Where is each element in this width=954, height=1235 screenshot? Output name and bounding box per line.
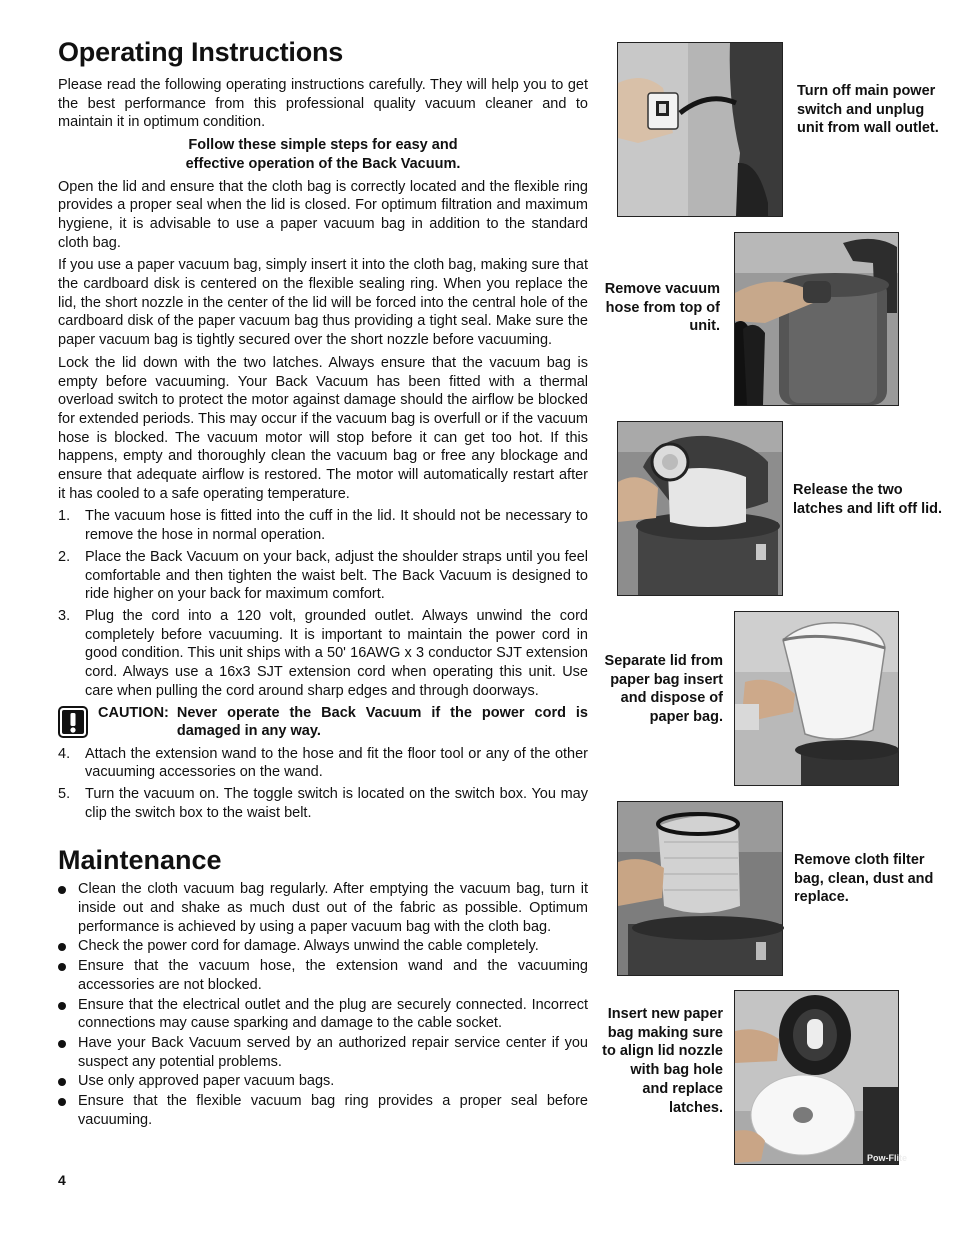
step-item	[58, 607, 588, 701]
caption-release-latches: Release the two latches and lift off lid.	[793, 482, 943, 517]
photo-logo-text: Pow-Flite	[867, 1153, 907, 1163]
latches-paragraph: Lock the lid down with the two latches. Always ensure that the vacuum bag is empty before vacuuming. Your Back Vacuum has been fitted with a thermal overload switch to protect the motor against damage should the airflow be blocked for extended periods. This may occur if the vacuum bag is overfull or if the vacuum hose is blocked. The vacuum motor will stop before it can get too hot. If this happens, empty and thoroughly clean the vacuum bag or free any blockage and ensure that adequate airflow is restored. The motor will automatically restart after it has cooled to a safe operating temperature.	[58, 354, 588, 502]
photo-remove-hose	[734, 232, 899, 406]
maintenance-item: Have your Back Vacuum served by an authorized repair service center if you suspect any potential problems.	[58, 1034, 588, 1071]
caption-cloth-filter-bag: Remove cloth filter bag, clean, dust and replace.	[794, 852, 934, 906]
follow-steps-line-2: effective operation of the Back Vacuum.	[185, 155, 461, 172]
step-text: Attach the extension wand to the hose and fit the floor tool or any of the other vacuuming accessories on the wand.	[85, 745, 588, 781]
maintenance-item: Ensure that the vacuum hose, the extension wand and the vacuuming accessories are not blocked.	[58, 957, 588, 994]
maintenance-item: Ensure that the flexible vacuum bag ring provides a proper seal before vacuuming.	[58, 1092, 588, 1129]
photo-separate-paper-bag	[734, 611, 899, 786]
operating-instructions-title: Operating Instructions	[58, 37, 344, 67]
caution-text: Never operate the Back Vacuum if the power cord is damaged in any way.	[176, 704, 588, 740]
photo-cloth-filter-bag	[617, 801, 783, 976]
caption-separate-paper-bag: Separate lid from paper bag insert and dispose of paper bag.	[604, 653, 723, 726]
operating-steps-list-continued	[58, 745, 588, 823]
caution-notice	[58, 704, 588, 742]
step-item	[58, 785, 588, 822]
follow-steps-line-1: Follow these simple steps for easy and	[188, 137, 458, 154]
page-number: 4	[58, 1172, 66, 1188]
step-number: 1.	[58, 508, 71, 525]
photo-insert-paper-bag	[734, 990, 907, 1165]
maintenance-list	[58, 880, 588, 1129]
photo-power-switch	[617, 42, 783, 217]
intro-paragraph: Please read the following operating instructions carefully. They will help you to get the best performance from this professional quality vacuum cleaner and to maintain it in optimum condition.	[58, 77, 588, 131]
caption-insert-paper-bag: Insert new paper bag making sure to align lid nozzle with bag hole and replace latches.	[602, 1006, 723, 1116]
maintenance-item: Check the power cord for damage. Always unwind the cable completely.	[58, 937, 588, 956]
step-item	[58, 507, 588, 544]
step-text: The vacuum hose is fitted into the cuff in the lid. It should not be necessary to remove the hose in normal operation.	[85, 508, 588, 544]
operating-steps-list	[58, 507, 588, 700]
step-number: 2.	[58, 548, 71, 565]
caption-remove-hose: Remove vacuum hose from top of unit.	[604, 281, 720, 335]
step-text: Plug the cord into a 120 volt, grounded outlet. Always unwind the cord completely before vacuuming. It is important to maintain the power cord in good condition. This unit ships with a 50' 16AWG x 3 conductor SJT extension cord. Always use a 16x3 SJT extension cord when operating this unit. Use care when pulling the cord around sharp edges and through doorways.	[85, 607, 588, 699]
lid-paragraph: Open the lid and ensure that the cloth bag is correctly located and the flexible ring provides a proper seal when the lid is closed. For optimum filtration and maximum hygiene, it is advisable to use a paper vacuum bag in addition to the standard cloth bag.	[58, 178, 588, 251]
step-text: Turn the vacuum on. The toggle switch is located on the switch box. You may clip the switch box to the waist belt.	[85, 785, 588, 821]
step-item	[58, 548, 588, 604]
caption-power-switch: Turn off main power switch and unplug unit from wall outlet.	[797, 83, 939, 137]
photo-release-latches	[617, 421, 783, 596]
step-number: 5.	[58, 785, 71, 802]
step-number: 4.	[58, 745, 71, 762]
step-text: Place the Back Vacuum on your back, adjust the shoulder straps until you feel comfortable and then tighten the waist belt. The Back Vacuum is designed to ride higher on your back for maximum comfort.	[85, 548, 588, 603]
maintenance-item: Clean the cloth vacuum bag regularly. After emptying the vacuum bag, turn it inside out and shake as much dust out of the fabric as possible. Optimum performance is achieved by using a paper vacuum bag with the cloth bag.	[58, 880, 588, 936]
maintenance-title: Maintenance	[58, 845, 222, 876]
left-column	[58, 36, 588, 1130]
maintenance-item: Ensure that the electrical outlet and the plug are securely connected. Incorrect connections may cause sparking and damage to the cable socket.	[58, 996, 588, 1033]
follow-steps-heading	[58, 136, 588, 173]
paper-bag-paragraph: If you use a paper vacuum bag, simply insert it into the cloth bag, making sure that the cardboard disk is centered on the flexible sealing ring. When you replace the lid, the short nozzle in the center of the lid will be forced into the central hole of the cardboard disk of the paper vacuum bag thus providing a tight seal. Make sure the paper vacuum bag is tightly secured over the short nozzle before vacuuming.	[58, 257, 588, 349]
caution-icon	[58, 706, 88, 738]
step-item	[58, 745, 588, 782]
step-number: 3.	[58, 607, 71, 624]
caution-label: CAUTION:	[98, 704, 169, 721]
maintenance-item: Use only approved paper vacuum bags.	[58, 1072, 588, 1091]
